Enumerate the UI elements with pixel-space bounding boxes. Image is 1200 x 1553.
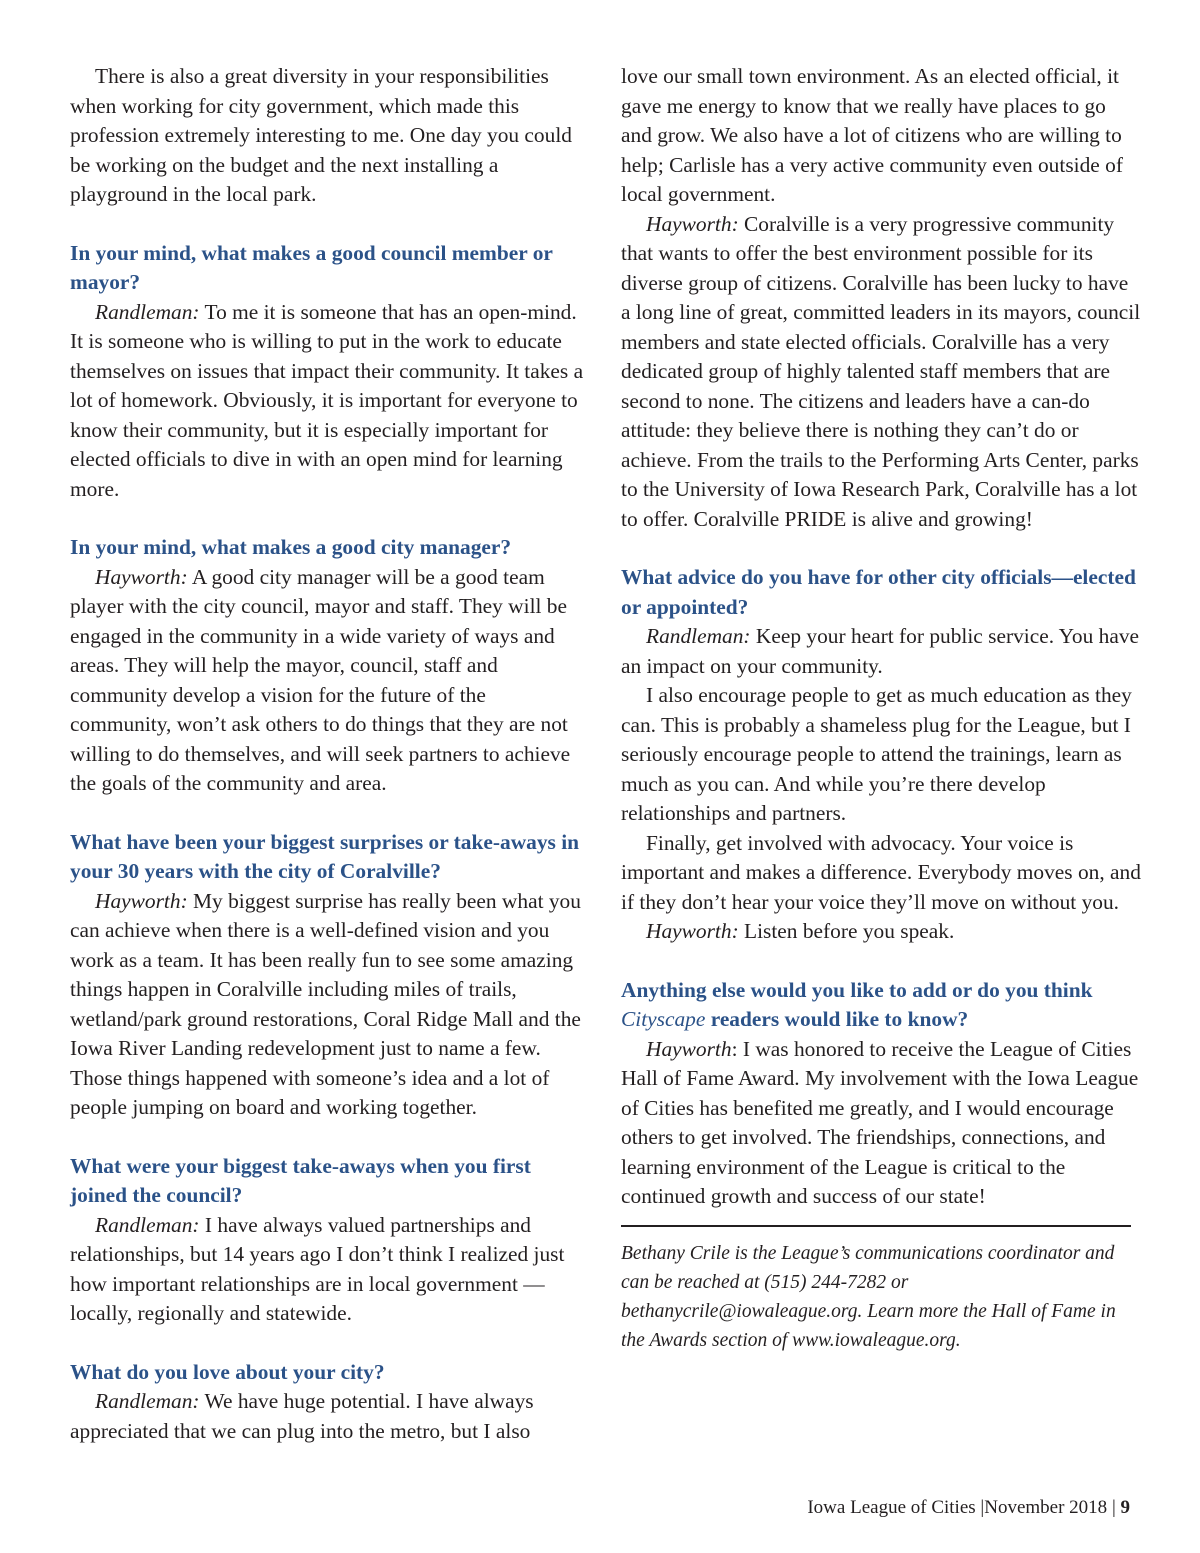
answer-paragraph bbox=[70, 1211, 585, 1329]
answer-paragraph bbox=[70, 563, 585, 799]
author-bio: Bethany Crile is the League’s communications coordinator and can be reached at (515) 244-7282 or bethanycrile@iowaleague.org. Learn more the Hall of Fame in the Awards section of www.iowaleague.org. bbox=[621, 1242, 1116, 1352]
footer-publication: Iowa League of Cities bbox=[807, 1497, 976, 1518]
speaker-name: Randleman: bbox=[95, 1389, 200, 1413]
answer-continuation: love our small town environment. As an elected official, it gave me energy to know that we really have places to go and grow. We also have a lot of citizens who are willing to help; Carlisle has a very active community even outside of local government. bbox=[621, 64, 1123, 206]
speaker-name: Hayworth bbox=[646, 1036, 732, 1061]
question-council-member: In your mind, what makes a good council member or mayor? bbox=[70, 240, 553, 294]
answer-paragraph bbox=[70, 1387, 585, 1446]
question-love-city: What do you love about your city? bbox=[70, 1359, 385, 1384]
answer-text: My biggest surprise has really been what you can achieve when there is a well-defined vision and you work as a team. It has been really fun to see some amazing things happen in Coralville including miles of trails, wetland/park ground restorations, Coral Ridge Mall and the Iowa River Landing redevelopment just to name a few. Those things happened with someone’s idea and a lot of people jumping on board and working together. bbox=[70, 888, 581, 1119]
question-take-aways: What were your biggest take-aways when you first joined the council? bbox=[70, 1153, 531, 1207]
answer-text: To me it is someone that has an open-mind. It is someone who is willing to put in the work to educate themselves on issues that impact their community. It takes a lot of homework. Obviously, it is important for everyone to know their community, but it is especially important for elected officials to dive in with an open mind for learning more. bbox=[70, 299, 584, 501]
answer-paragraph: Finally, get involved with advocacy. Your voice is important and makes a difference. Everybody moves on, and if they don’t hear your voice they’ll move on without you. bbox=[621, 830, 1141, 914]
answer-text: Coralville is a very progressive community that wants to offer the best environment possible for its diverse group of citizens. Coralville has been lucky to have a long line of great, committed leaders in its mayors, council members and state elected officials. Coralville has a very dedicated group of highly talented staff members that are second to none. The citizens and leaders have a can-do attitude: they believe there is nothing they can’t do or achieve. From the trails to the Performing Arts Center, parks to the University of Iowa Research Park, Coralville has a lot to offer. Coralville PRIDE is alive and growing! bbox=[621, 211, 1141, 531]
footer-separator: | bbox=[980, 1497, 985, 1518]
speaker-name: Randleman: bbox=[95, 299, 200, 324]
speaker-name: Hayworth: bbox=[646, 211, 739, 236]
right-column bbox=[621, 62, 1141, 1356]
answer-paragraph bbox=[621, 917, 1141, 947]
answer-paragraph bbox=[621, 1035, 1141, 1212]
speaker-name: Randleman: bbox=[95, 1212, 200, 1237]
footer-date: November 2018 bbox=[984, 1497, 1108, 1518]
speaker-name: Randleman: bbox=[646, 624, 751, 648]
question-anything-else bbox=[621, 976, 1141, 1035]
question-surprises: What have been your biggest surprises or take-aways in your 30 years with the city of Coralville? bbox=[70, 829, 580, 883]
answer-text: We have huge potential. I have always appreciated that we can plug into the metro, but I also bbox=[70, 1389, 534, 1443]
publication-name: Cityscape bbox=[621, 1007, 706, 1031]
question-city-manager: In your mind, what makes a good city manager? bbox=[70, 535, 512, 559]
speaker-name: Hayworth: bbox=[95, 564, 188, 589]
question-text: readers would like to know? bbox=[705, 1007, 969, 1031]
divider bbox=[621, 1225, 1131, 1227]
answer-paragraph bbox=[621, 622, 1141, 681]
question-advice: What advice do you have for other city officials—elected or appointed? bbox=[621, 565, 1136, 619]
question-text: Anything else would you like to add or do you think bbox=[621, 977, 1093, 1002]
answer-text: : I was honored to receive the League of Cities Hall of Fame Award. My involvement with the Iowa League of Cities has benefited me greatly, and I would encourage others to get involved. The friendships, connections, and learning environment of the League is critical to the continued growth and success of our state! bbox=[621, 1036, 1139, 1208]
answer-text: A good city manager will be a good team player with the city council, mayor and staff. They will be engaged in the community in a wide variety of ways and areas. They will help the mayor, council, staff and community develop a vision for the future of the community, won’t ask others to do things that they are not willing to do themselves, and will seek partners to achieve the goals of the community and area. bbox=[70, 564, 571, 795]
page-footer bbox=[807, 1497, 1130, 1519]
answer-text: Listen before you speak. bbox=[738, 919, 955, 943]
answer-paragraph: I also encourage people to get as much education as they can. This is probably a shameless plug for the League, but I seriously encourage people to attend the trainings, learn as much as you can. And while you’re there develop relationships and partners. bbox=[621, 683, 1132, 825]
left-column bbox=[70, 62, 585, 1446]
answer-text: Keep your heart for public service. You have an impact on your community. bbox=[621, 624, 1140, 678]
speaker-name: Hayworth: bbox=[95, 888, 188, 913]
answer-paragraph bbox=[70, 887, 585, 1123]
answer-text: I have always valued partnerships and relationships, but 14 years ago I don’t think I realized just how important relationships are in local government — locally, regionally and statewide. bbox=[70, 1212, 565, 1325]
page-number: 9 bbox=[1120, 1497, 1130, 1518]
answer-paragraph bbox=[70, 298, 585, 505]
footer-separator: | bbox=[1111, 1497, 1121, 1518]
speaker-name: Hayworth: bbox=[646, 919, 739, 943]
answer-paragraph bbox=[621, 210, 1141, 535]
intro-paragraph: There is also a great diversity in your responsibilities when working for city government, which made this profession extremely interesting to me. One day you could be working on the budget and the next installing a playground in the local park. bbox=[70, 64, 572, 206]
